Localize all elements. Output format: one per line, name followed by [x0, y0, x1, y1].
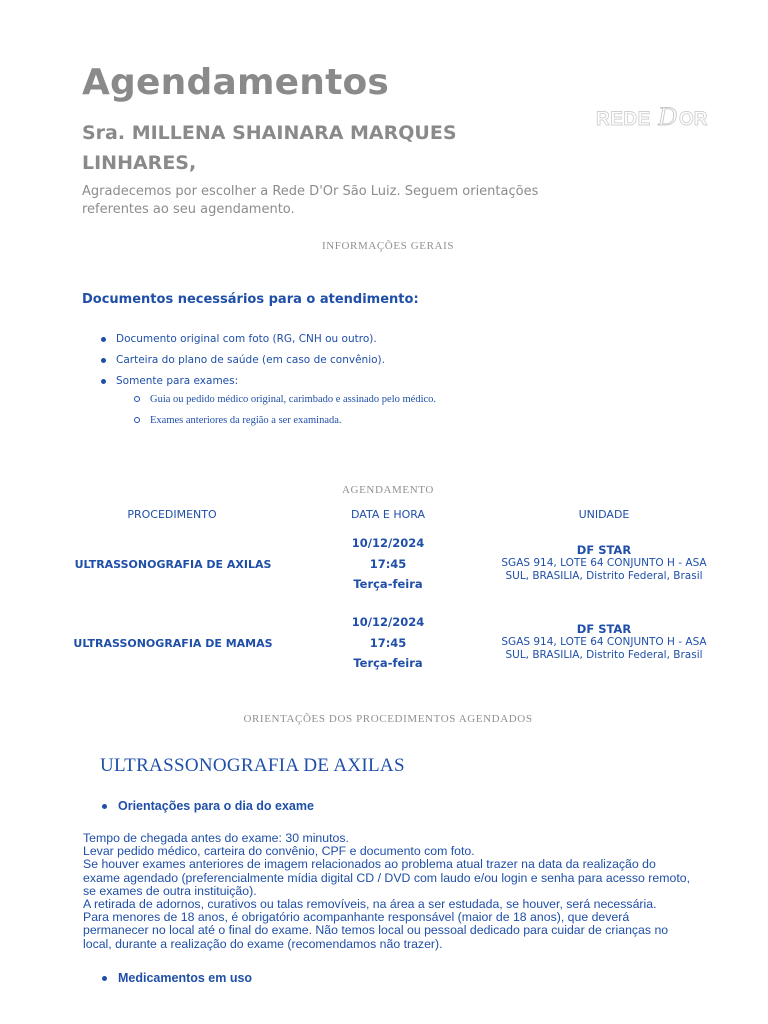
- page-title: Agendamentos: [82, 62, 390, 103]
- appointment-weekday: Terça-feira: [353, 656, 423, 670]
- svg-text:D: D: [658, 103, 677, 131]
- section-heading-orientations: ORIENTAÇÕES DOS PROCEDIMENTOS AGENDADOS: [243, 713, 533, 725]
- procedure-name: ULTRASSONOGRAFIA DE AXILAS: [74, 558, 272, 571]
- list-item: [150, 412, 436, 433]
- appointment-weekday: Terça-feira: [353, 577, 423, 591]
- appointment-date: 10/12/2024: [351, 536, 425, 550]
- exam-document-item: Guia ou pedido médico original, carimbado e assinado pelo médico.: [150, 394, 437, 405]
- section-heading-schedule: AGENDAMENTO: [342, 484, 434, 496]
- procedure-name: ULTRASSONOGRAFIA DE MAMAS: [73, 637, 273, 650]
- medications-title: Medicamentos em uso: [118, 971, 253, 985]
- orientation-line: Para menores de 18 anos, é obrigatório acompanhante responsável (maior de 18 anos), que deverá permanecer no local até o final do exame. Não temos local ou pessoal dedicado para cuidar de crianças no local, durante a realização do exame (recomendamos não trazer).: [83, 910, 669, 951]
- orientation-line: Se houver exames anteriores de imagem relacionados ao problema atual trazer na data da realização do exame agendado (preferencialmente mídia digital CD / DVD com laudo e/ou login e senha para acesso remoto, se exames de outra instituição).: [83, 857, 690, 898]
- svg-text:OR: OR: [679, 109, 708, 130]
- intro-text: Agradecemos por escolher a Rede D'Or São Luiz. Seguem orientações referentes ao seu agendamento.: [82, 184, 539, 217]
- documents-title: Documentos necessários para o atendimento:: [82, 292, 419, 307]
- column-header-unit: UNIDADE: [578, 508, 630, 521]
- list-item: [150, 391, 436, 412]
- appointment-time: 17:45: [369, 636, 407, 650]
- rede-dor-logo: [596, 103, 714, 131]
- unit-address: SGAS 914, LOTE 64 CONJUNTO H - ASA SUL, BRASILIA, Distrito Federal, Brasil: [501, 636, 707, 661]
- document-item: Carteira do plano de saúde (em caso de convênio).: [116, 354, 385, 366]
- exam-documents-list: [116, 391, 436, 433]
- patient-name: Sra. MILLENA SHAINARA MARQUES LINHARES,: [82, 122, 457, 174]
- orientation-line: Levar pedido médico, carteira do convênio, CPF e documento com foto.: [83, 844, 475, 859]
- column-header-procedure: PROCEDIMENTO: [127, 508, 217, 521]
- exam-day-orientations-title: Orientações para o dia do exame: [118, 799, 314, 813]
- list-item: [116, 372, 436, 433]
- orientation-line: A retirada de adornos, curativos ou talas removíveis, na área a ser estudada, se houver, será necessária.: [83, 897, 657, 912]
- document-item: Documento original com foto (RG, CNH ou outro).: [116, 333, 377, 345]
- unit-name: DF STAR: [576, 543, 632, 557]
- unit-name: DF STAR: [576, 622, 632, 636]
- appointment-time: 17:45: [369, 557, 407, 571]
- column-header-date: DATA E HORA: [351, 508, 425, 521]
- section-heading-info: INFORMAÇÕES GERAIS: [321, 240, 455, 252]
- documents-list: [82, 330, 436, 433]
- appointment-date: 10/12/2024: [351, 615, 425, 629]
- exam-document-item: Exames anteriores da região a ser examinada.: [150, 415, 342, 426]
- unit-address: SGAS 914, LOTE 64 CONJUNTO H - ASA SUL, BRASILIA, Distrito Federal, Brasil: [501, 557, 707, 582]
- procedure-title: ULTRASSONOGRAFIA DE AXILAS: [100, 755, 405, 776]
- orientation-line: Tempo de chegada antes do exame: 30 minutos.: [83, 831, 349, 845]
- svg-text:REDE: REDE: [596, 109, 651, 130]
- orientation-text: [83, 832, 693, 951]
- list-item: [116, 351, 436, 372]
- list-item: [116, 330, 436, 351]
- document-item: Somente para exames:: [116, 375, 239, 387]
